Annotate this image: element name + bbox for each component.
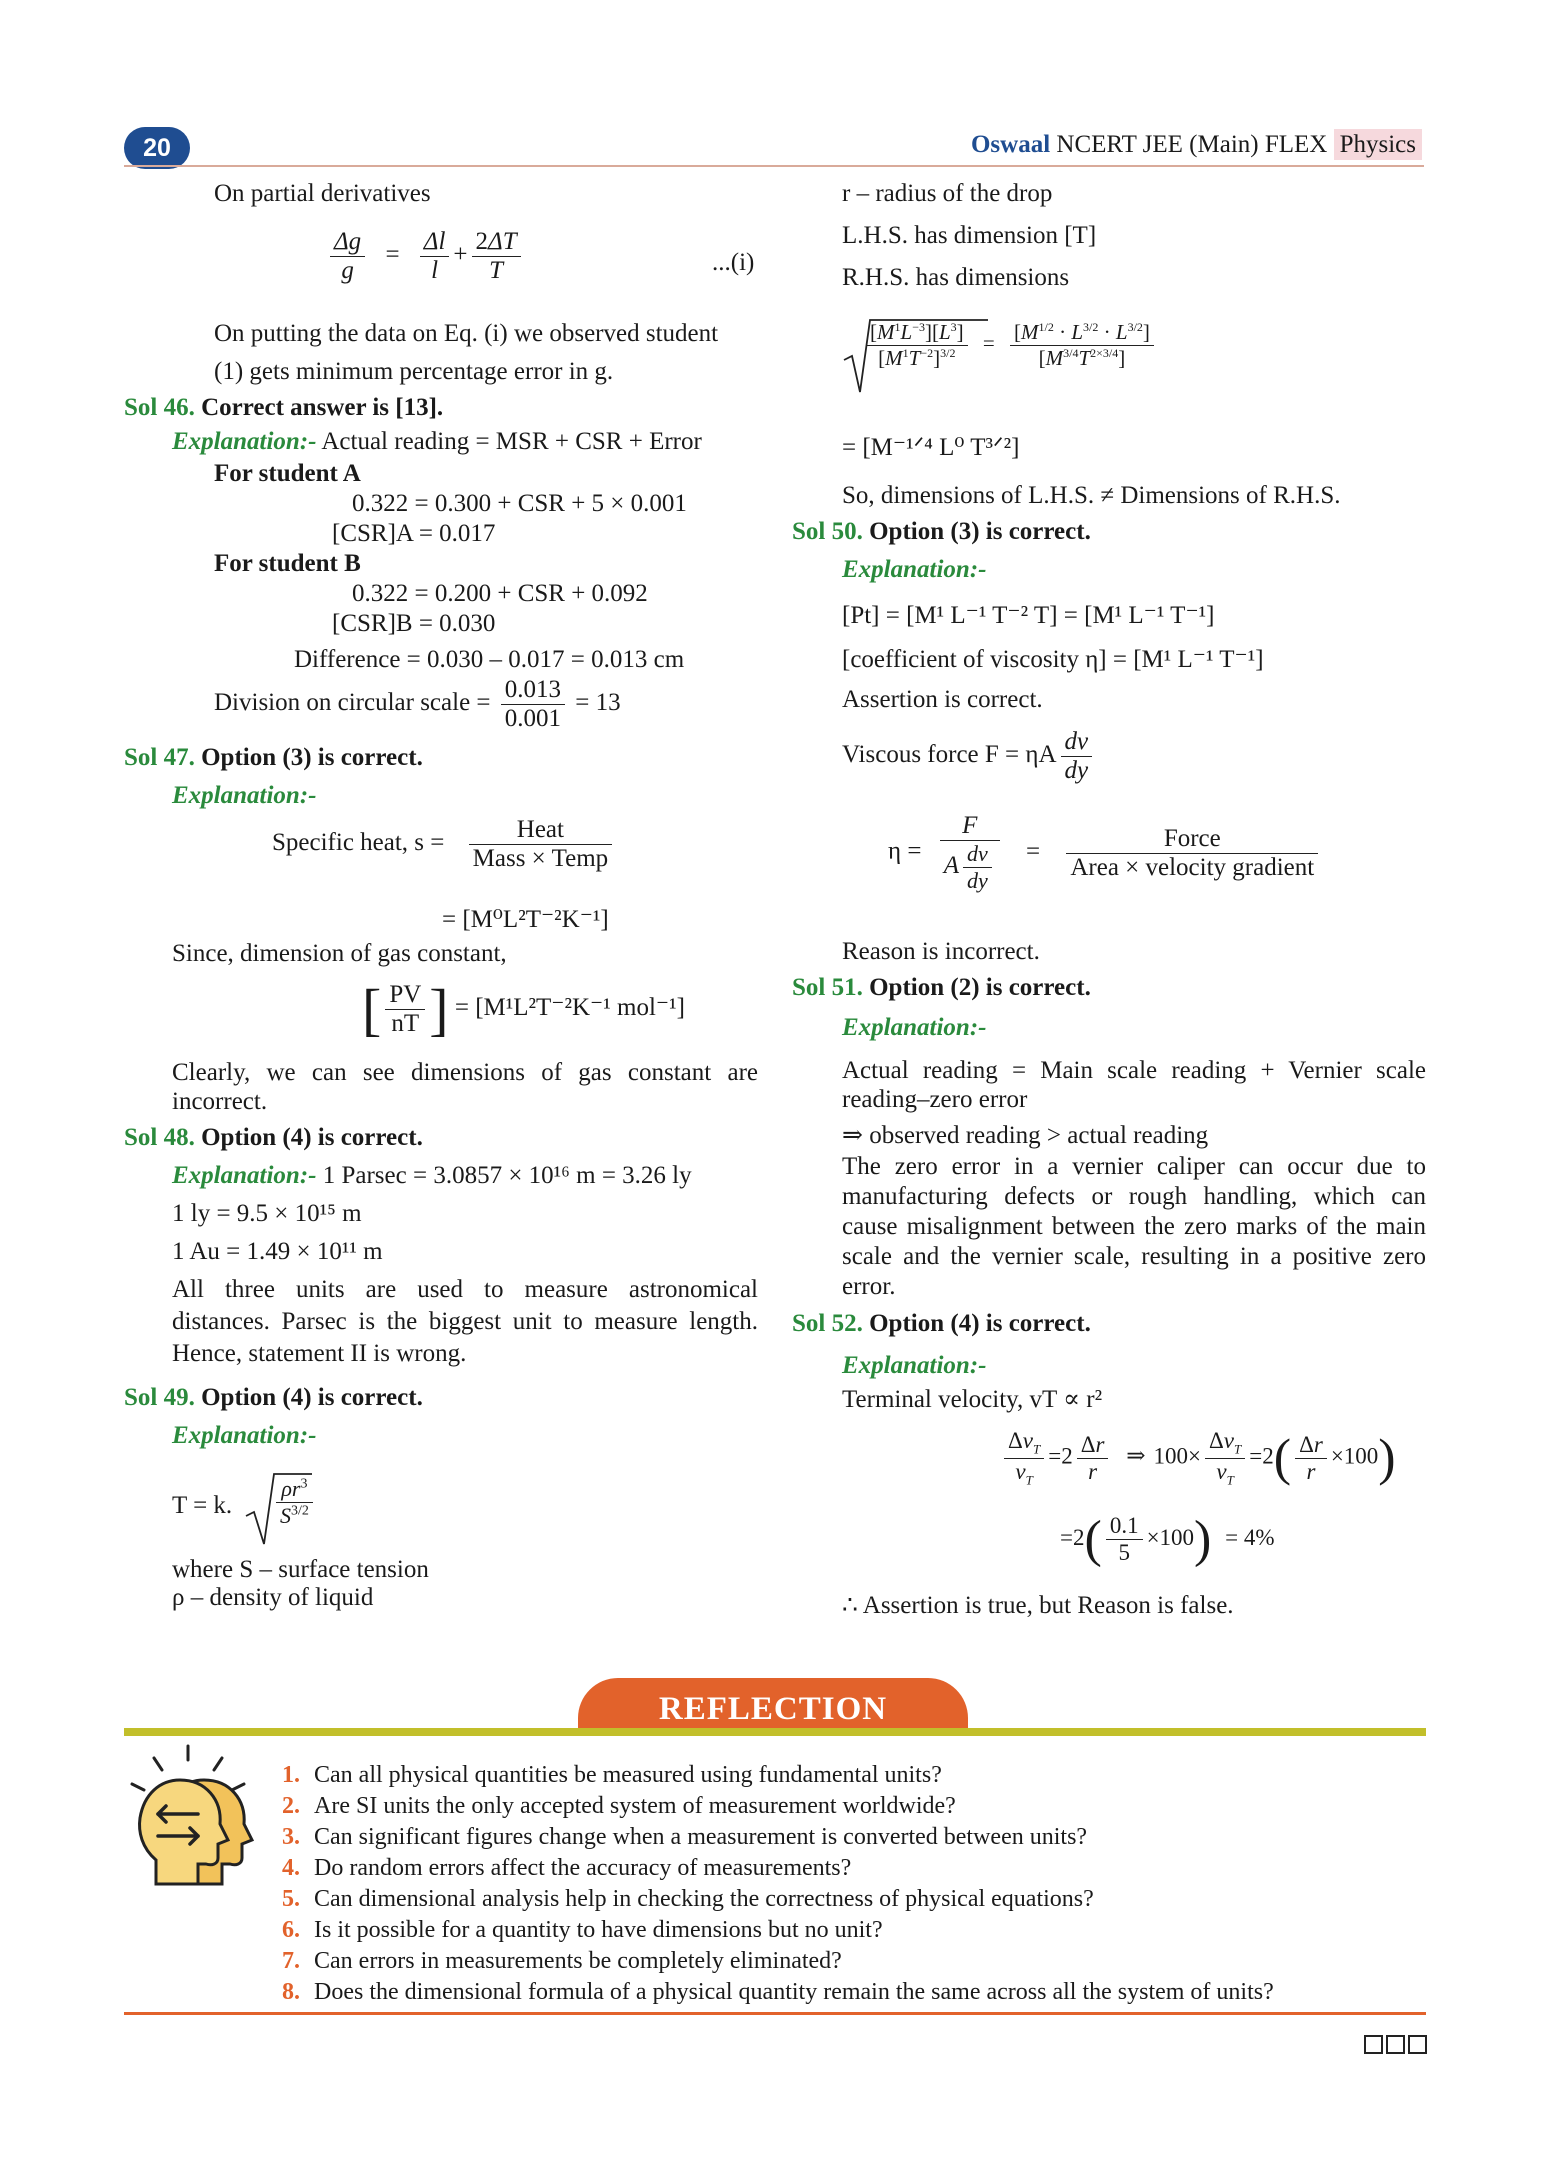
rhs-result: = [M⁻¹ᐟ⁴ L⁰ T³ᐟ²] [842, 434, 1020, 461]
page-number: 20 [124, 127, 190, 169]
parsec-line: 1 Parsec = 3.0857 × 10¹⁶ m = 3.26 ly [322, 1162, 692, 1189]
percent-value: = 4% [1225, 1524, 1275, 1550]
partial-derivatives-text: On partial derivatives [214, 180, 431, 207]
specific-heat-eq [272, 816, 616, 873]
lhs-not-equal-rhs: So, dimensions of L.H.S. ≠ Dimensions of R.H.S. [842, 482, 1341, 509]
sol-46-number: Sol 46. [124, 394, 195, 421]
reflection-question-3: 3. Can significant figures change when a measurement is converted between units? [282, 1824, 1088, 1850]
reflection-top-rule [124, 1728, 1426, 1736]
reflection-question-1: 1. Can all physical quantities be measured using fundamental units? [282, 1762, 942, 1788]
zero-error-paragraph: The zero error in a vernier caliper can occur due to manufacturing defects or rough handling, which can cause misalignment between the zero marks of the main scale and the vernier scale, resulting in a positive zero error. [842, 1153, 1426, 1300]
partial-derivative-equation: $\frac{\Delta g}{g}$ = $\frac{\Delta l}{l}$ + $\frac{2\Delta T}{T}$ [326, 228, 525, 285]
sol-51-title: Option (2) is correct. [869, 974, 1091, 1001]
viscosity-dimension: [coefficient of viscosity η] = [M¹ L⁻¹ T⁻¹] [842, 646, 1264, 673]
subject-tag: Physics [1334, 129, 1422, 160]
division-result: = 13 [575, 689, 621, 717]
putting-data-line1: On putting the data on Eq. (i) we observed student [214, 320, 719, 347]
division-denominator: 0.001 [504, 705, 562, 732]
where-surface-tension: where S – surface tension [172, 1556, 429, 1583]
sol-50-expl-label: Explanation:- [842, 556, 987, 583]
area-den: Area × velocity gradient [1070, 853, 1315, 881]
radical-content: $\frac{\rho r^3}{S^{3/2}}$ [272, 1476, 317, 1529]
division-label: Division on circular scale = [214, 689, 491, 717]
reflection-question-4: 4. Do random errors affect the accuracy of measurements? [282, 1855, 852, 1881]
specific-heat-label: Specific heat, s = [272, 829, 445, 857]
sol-52-title: Option (4) is correct. [869, 1310, 1091, 1337]
since-gas-constant: Since, dimension of gas constant, [172, 940, 507, 967]
sol-46-title: Correct answer is [13]. [201, 394, 444, 421]
sol-47-expl-label: Explanation:- [172, 782, 317, 809]
reflection-question-8: 8. Does the dimensional formula of a physical quantity remain the same across all the system of units? [282, 1979, 1274, 2005]
student-b-label: For student B [214, 550, 361, 577]
pt-dimension: [Pt] = [M¹ L⁻¹ T⁻² T] = [M¹ L⁻¹ T⁻¹] [842, 602, 1215, 629]
gas-constant-dimension: = [M¹L²T⁻²K⁻¹ mol⁻¹] [454, 994, 685, 1022]
sol-51-number: Sol 51. [792, 974, 863, 1001]
lhs-dimension: L.H.S. has dimension [T] [842, 222, 1097, 249]
student-a-eq1: 0.322 = 0.300 + CSR + 5 × 0.001 [352, 490, 687, 517]
gas-constant-den: nT [391, 1010, 420, 1037]
sol-50-number: Sol 50. [792, 518, 863, 545]
reflection-question-5: 5. Can dimensional analysis help in checking the correctness of physical equations? [282, 1886, 1094, 1912]
sol-48-heading [124, 1124, 423, 1152]
assertion-conclusion: ∴ Assertion is true, but Reason is false. [842, 1592, 1234, 1619]
clearly-paragraph: Clearly, we can see dimensions of gas constant are incorrect. [172, 1059, 758, 1115]
sol-46-heading [124, 394, 443, 422]
sol-49-number: Sol 49. [124, 1384, 195, 1411]
reflection-title: REFLECTION [578, 1678, 968, 1736]
running-header [971, 131, 1422, 159]
viscous-force-eq: Viscous force F = ηA $\frac{dv}{dy}$ [842, 728, 1096, 785]
reflection-question-2: 2. Are SI units the only accepted system of measurement worldwide? [282, 1793, 956, 1819]
student-b-eq1: 0.322 = 0.200 + CSR + 0.092 [352, 580, 648, 607]
sol-48-title: Option (4) is correct. [201, 1124, 423, 1151]
actual-reading-paragraph: Actual reading = Main scale reading + Vernier scale reading–zero error [842, 1057, 1426, 1113]
au-line: 1 Au = 1.49 × 10¹¹ m [172, 1238, 383, 1265]
sol-49-expl-label: Explanation:- [172, 1422, 317, 1449]
reflection-question-6: 6. Is it possible for a quantity to have dimensions but no unit? [282, 1917, 883, 1943]
radius-line: r – radius of the drop [842, 180, 1053, 207]
specific-heat-num: Heat [469, 816, 613, 845]
header-rule [124, 165, 1424, 167]
book-title: NCERT JEE (Main) FLEX [1056, 131, 1328, 158]
eta-label: η = [888, 837, 922, 865]
observed-reading-line: ⇒ observed reading > actual reading [842, 1122, 1209, 1149]
specific-heat-dimension: = [M⁰L²T⁻²K⁻¹] [442, 906, 609, 933]
sol-48-explanation [172, 1162, 692, 1190]
light-year-line: 1 ly = 9.5 × 10¹⁵ m [172, 1200, 362, 1227]
percent-error-equation: $\frac{\Delta v_T}{v_T}$ =2 $\frac{\Delta r}{r}$ ⇒ 100× $\frac{\Delta v_T}{v_T}$ =2( $\frac{\Delta r}{r}$ ×100) [1000, 1428, 1396, 1488]
units-paragraph: All three units are used to measure astronomical distances. Parsec is the biggest unit to measure length. Hence, statement II is wrong. [172, 1276, 758, 1367]
reflection-head-icon [118, 1740, 268, 1890]
gas-constant-eq: [ $\frac{PV}{nT}$ ] = [M¹L²T⁻²K⁻¹ mol⁻¹] [362, 977, 685, 1042]
student-b-eq2: [CSR]B = 0.030 [332, 610, 496, 637]
sol-51-heading [792, 974, 1091, 1002]
sol-52-number: Sol 52. [792, 1310, 863, 1337]
division-numerator: 0.013 [501, 676, 565, 705]
sol-46-explanation [172, 428, 702, 456]
reflection-bottom-rule [124, 2012, 1426, 2015]
rhs-dimensions-label: R.H.S. has dimensions [842, 264, 1070, 291]
sol-51-expl-label: Explanation:- [842, 1014, 987, 1041]
sol-46-expl-text: Actual reading = MSR + CSR + Error [321, 428, 702, 455]
eta-equation: η = F A $\frac{dv}{dy}$ = $\frac{\text{Force}}{\text{Area × velocity gradient}}$ [888, 812, 1322, 894]
student-a-eq2: [CSR]A = 0.017 [332, 520, 496, 547]
end-of-chapter-marks [1364, 2033, 1430, 2061]
reflection-question-7: 7. Can errors in measurements be completely eliminated? [282, 1948, 842, 1974]
sol-50-title: Option (3) is correct. [869, 518, 1091, 545]
sol-47-heading [124, 744, 423, 772]
rhs-dimension-fraction: $\frac{[M^1L^{-3}][L^3]}{[M^1T^{-2}]^{3/2}}$ = $\frac{[M^{1/2} \cdot L^{3/2} \cdot L^{3/2}]}{[M^{3/4}T^{2\times 3/4}]}$ [862, 320, 1158, 371]
force-num: Force [1066, 825, 1318, 854]
sol-47-title: Option (3) is correct. [201, 744, 423, 771]
viscous-force-label: Viscous force F = ηA [842, 741, 1057, 769]
where-density: ρ – density of liquid [172, 1584, 374, 1611]
specific-heat-den: Mass × Temp [472, 845, 609, 872]
t-label: T = k. [172, 1492, 233, 1519]
division-circular-scale [214, 676, 621, 733]
difference-line: Difference = 0.030 – 0.017 = 0.013 cm [294, 646, 685, 673]
sol-48-number: Sol 48. [124, 1124, 195, 1151]
gas-constant-num: PV [385, 981, 425, 1010]
brand-name: Oswaal [970, 131, 1051, 158]
putting-data-line2: (1) gets minimum percentage error in g. [214, 358, 614, 385]
equation-label: ...(i) [712, 249, 755, 276]
sol-46-expl-label: Explanation:- [172, 428, 317, 455]
assertion-correct: Assertion is correct. [842, 686, 1043, 713]
student-a-label: For student A [214, 460, 361, 487]
terminal-velocity-line: Terminal velocity, vT ∝ r² [842, 1386, 1103, 1413]
sol-48-expl-label: Explanation:- [172, 1162, 317, 1189]
sol-49-heading [124, 1384, 423, 1412]
sol-52-expl-label: Explanation:- [842, 1352, 987, 1379]
percent-error-result: =2( $\frac{0.1}{5}$ ×100) = 4% [1060, 1511, 1275, 1568]
sol-47-number: Sol 47. [124, 744, 195, 771]
sol-49-title: Option (4) is correct. [201, 1384, 423, 1411]
sol-50-heading [792, 518, 1091, 546]
sol-52-heading [792, 1310, 1091, 1338]
reason-incorrect: Reason is incorrect. [842, 938, 1040, 965]
